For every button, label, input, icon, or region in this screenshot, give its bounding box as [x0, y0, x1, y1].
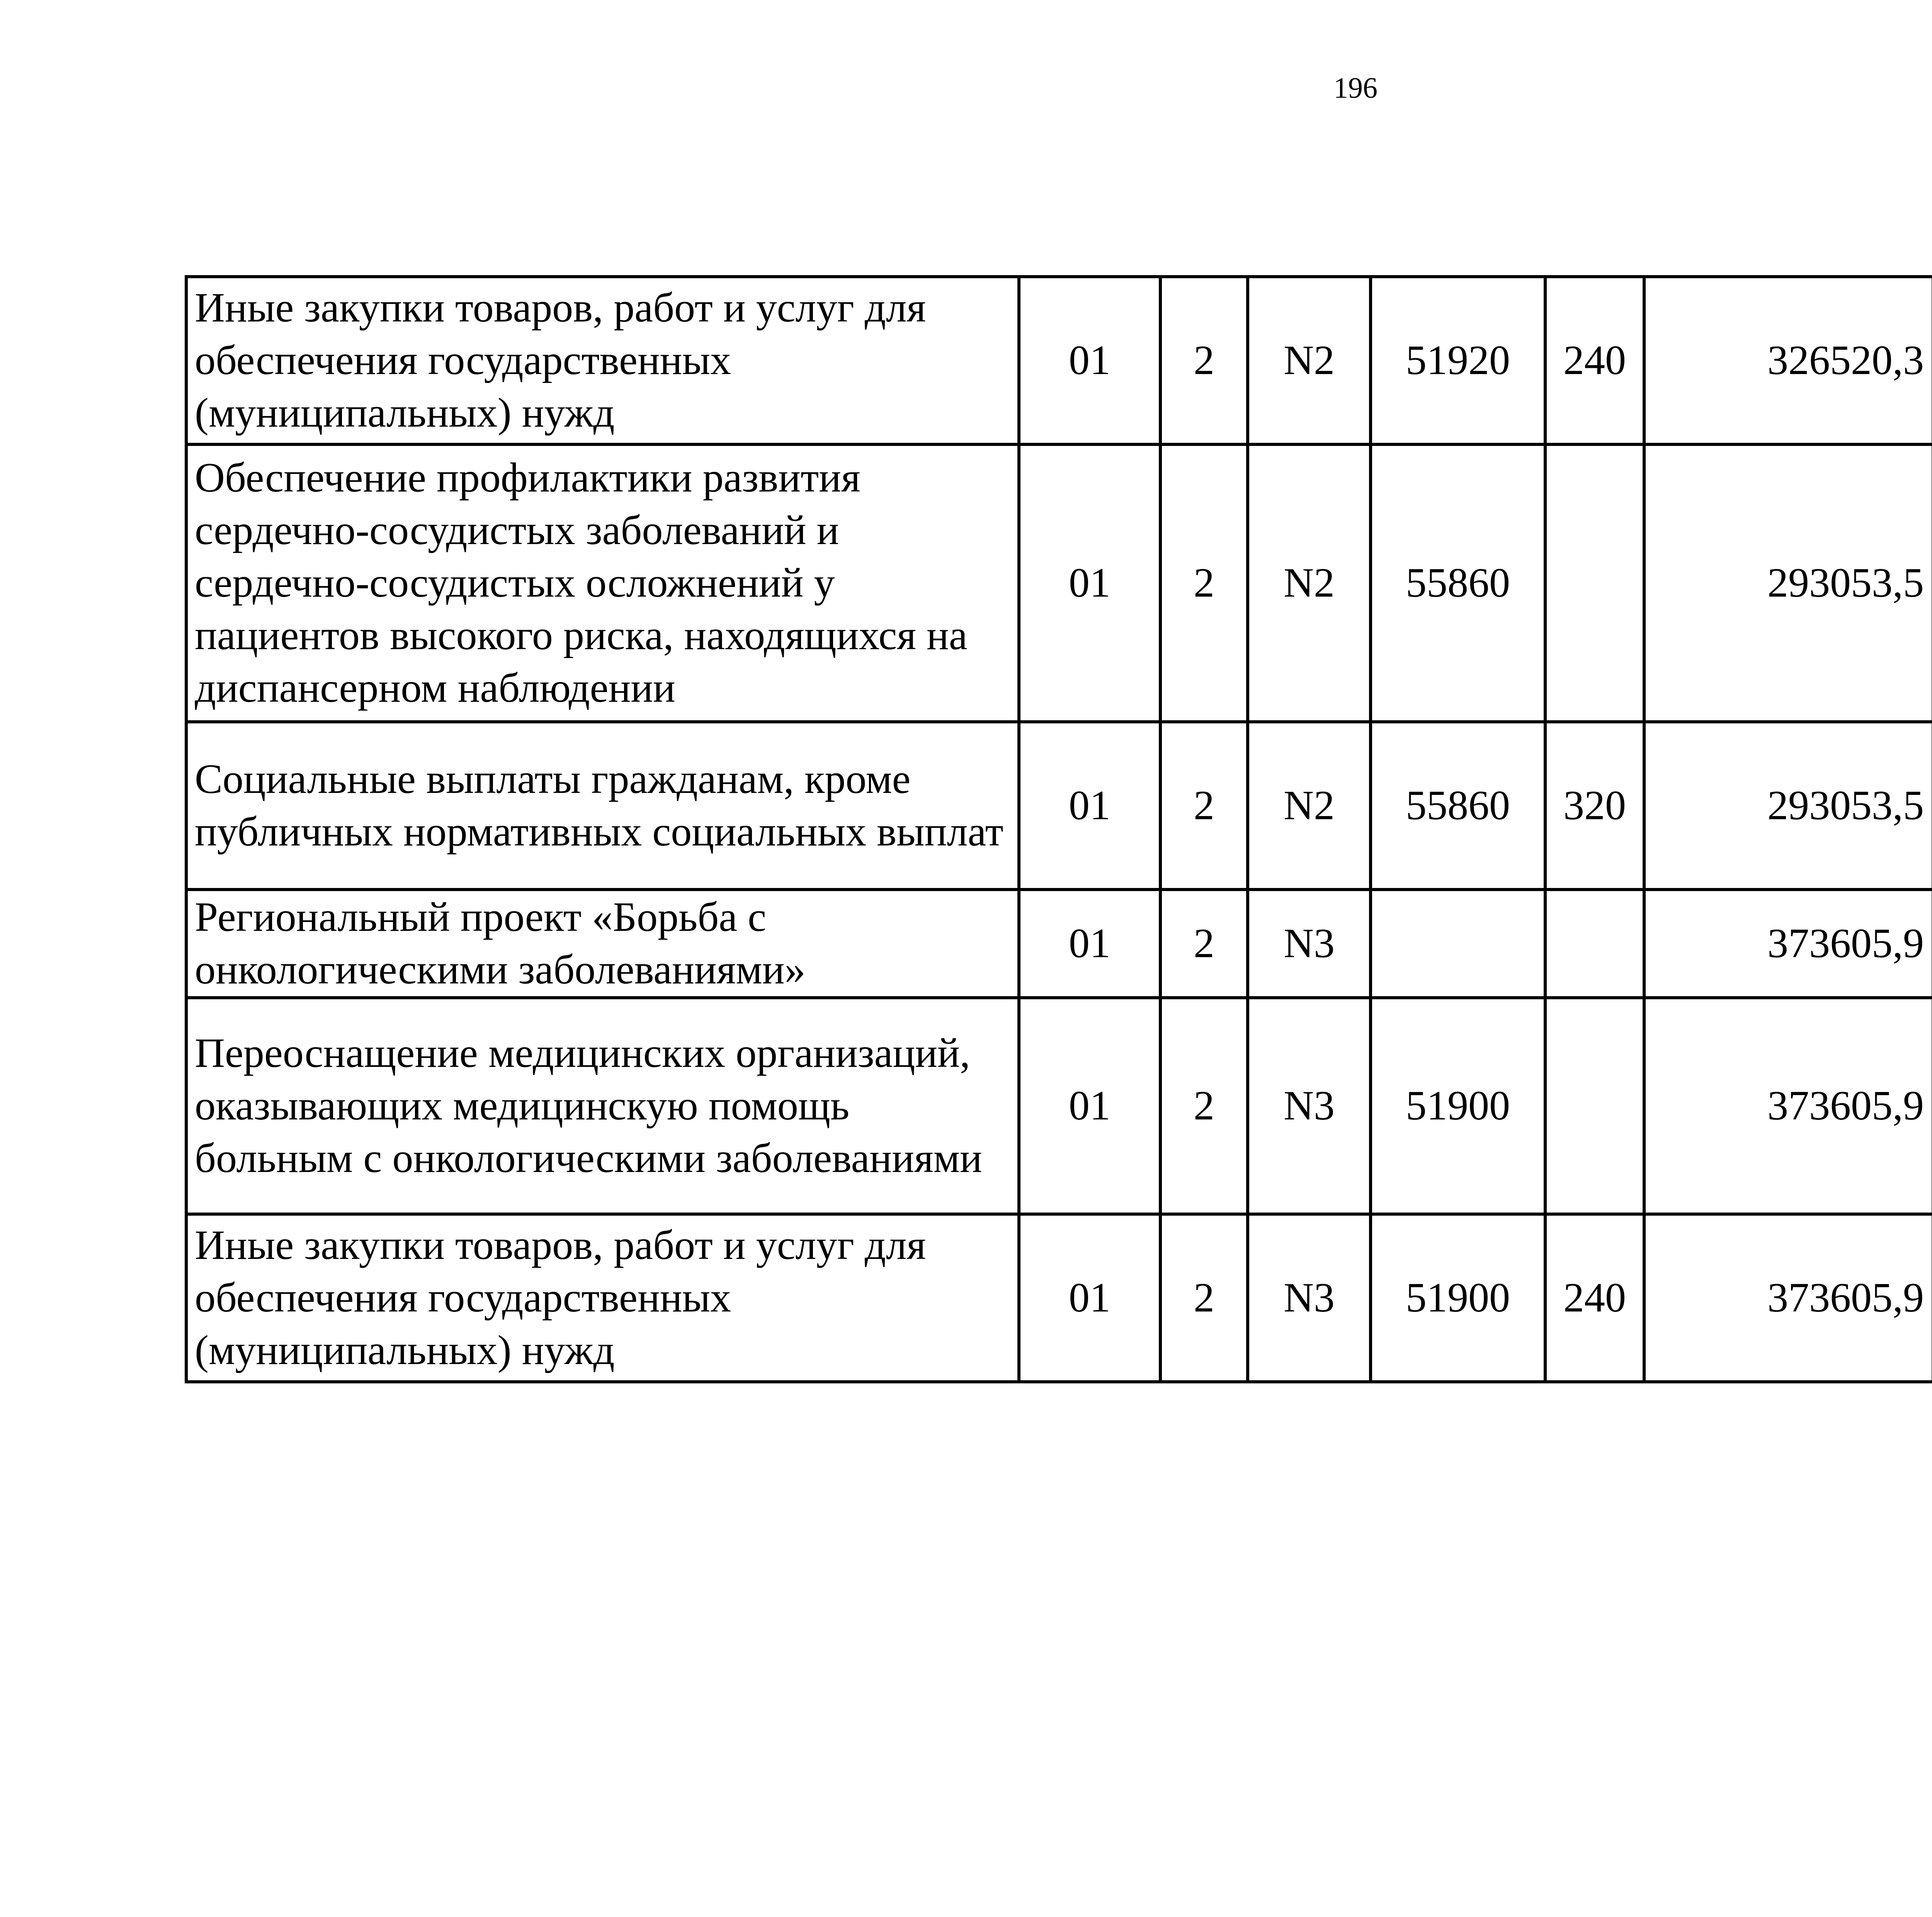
table-row: [186, 998, 1932, 1214]
subprogram-code-cell: 2: [1160, 277, 1248, 444]
direction-code-cell: 51900: [1371, 998, 1545, 1214]
subprogram-code-cell: 2: [1160, 998, 1248, 1214]
row-description: Переоснащение медицинских организаций, оказывающих медицинскую помощь больным с онкологическими заболеваниями: [186, 998, 1019, 1214]
project-code-cell: N3: [1248, 890, 1371, 998]
table-row: [186, 277, 1932, 444]
row-description: Иные закупки товаров, работ и услуг для обеспечения государственных (муниципальных) нужд: [186, 277, 1019, 444]
gp-code-cell: 01: [1019, 1214, 1160, 1382]
amount-year1-cell: 373605,9: [1644, 998, 1932, 1214]
row-description: Социальные выплаты гражданам, кроме публичных нормативных социальных выплат: [186, 722, 1019, 890]
expense-type-cell: 240: [1545, 1214, 1644, 1382]
table-row: [186, 722, 1932, 890]
project-code-cell: N3: [1248, 998, 1371, 1214]
project-code-cell: N2: [1248, 444, 1371, 722]
amount-year1-cell: 293053,5: [1644, 444, 1932, 722]
gp-code-cell: 01: [1019, 722, 1160, 890]
amount-year1-cell: 373605,9: [1644, 1214, 1932, 1382]
direction-code-cell: 51920: [1371, 277, 1545, 444]
subprogram-code-cell: 2: [1160, 444, 1248, 722]
direction-code-cell: 51900: [1371, 1214, 1545, 1382]
page-number: 196: [1333, 72, 1378, 104]
amount-year1-cell: 373605,9: [1644, 890, 1932, 998]
expense-type-cell: 240: [1545, 277, 1644, 444]
direction-code-cell: [1371, 890, 1545, 998]
expense-type-cell: [1545, 444, 1644, 722]
gp-code-cell: 01: [1019, 444, 1160, 722]
subprogram-code-cell: 2: [1160, 890, 1248, 998]
subprogram-code-cell: 2: [1160, 1214, 1248, 1382]
table-row: [186, 444, 1932, 722]
project-code-cell: N2: [1248, 722, 1371, 890]
row-description: Региональный проект «Борьба с онкологическими заболеваниями»: [186, 890, 1019, 998]
amount-year1-cell: 293053,5: [1644, 722, 1932, 890]
table-row: [186, 1214, 1932, 1382]
project-code-cell: N2: [1248, 277, 1371, 444]
expense-type-cell: [1545, 890, 1644, 998]
project-code-cell: N3: [1248, 1214, 1371, 1382]
table-row: [186, 890, 1932, 998]
direction-code-cell: 55860: [1371, 444, 1545, 722]
gp-code-cell: 01: [1019, 998, 1160, 1214]
row-description: Обеспечение профилактики развития сердечно-сосудистых заболеваний и сердечно-сосудистых осложнений у пациентов высокого риска, находящихся на диспансерном наблюдении: [186, 444, 1019, 722]
direction-code-cell: 55860: [1371, 722, 1545, 890]
budget-table: [185, 275, 1932, 1383]
expense-type-cell: 320: [1545, 722, 1644, 890]
expense-type-cell: [1545, 998, 1644, 1214]
gp-code-cell: 01: [1019, 890, 1160, 998]
gp-code-cell: 01: [1019, 277, 1160, 444]
amount-year1-cell: 326520,3: [1644, 277, 1932, 444]
row-description: Иные закупки товаров, работ и услуг для обеспечения государственных (муниципальных) нужд: [186, 1214, 1019, 1382]
subprogram-code-cell: 2: [1160, 722, 1248, 890]
